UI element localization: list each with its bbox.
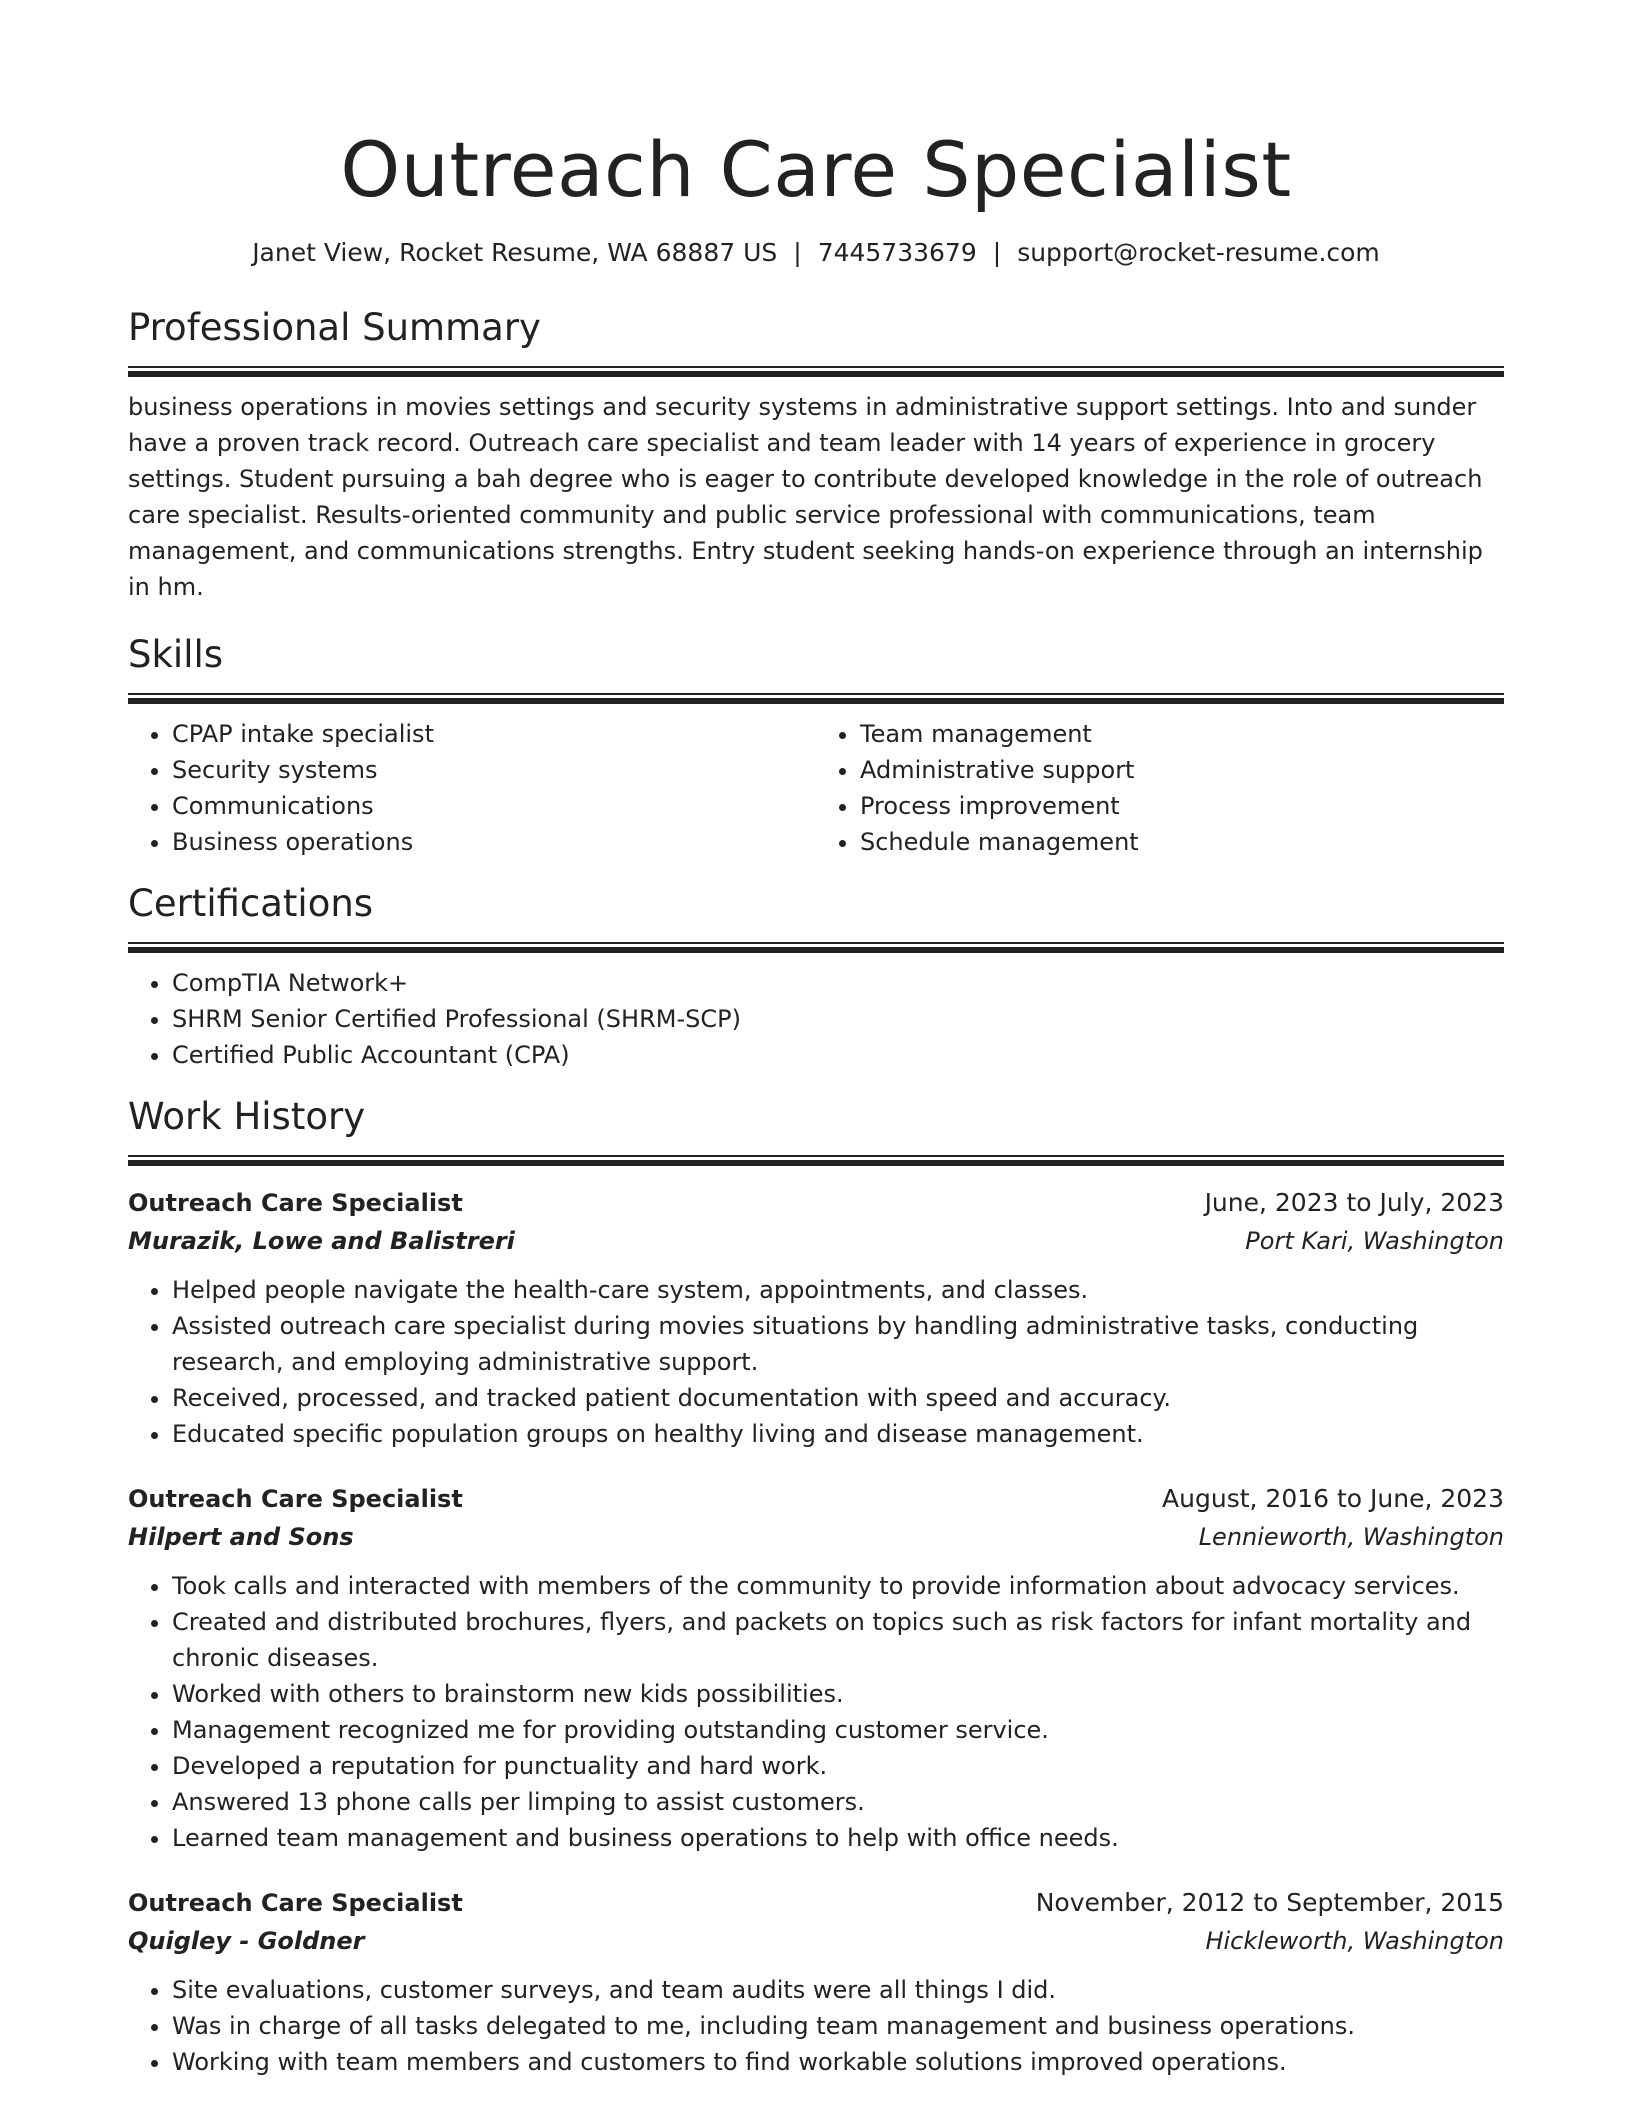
job-title: Outreach Care Specialist [128,1189,463,1217]
job-location: Lennieworth, Washington [1198,1523,1504,1551]
certifications-list [128,965,1504,1073]
job-bullets [128,1568,1504,1856]
skill-item: • Business operations [172,824,816,860]
job-bullets [128,1272,1504,1452]
job-entry [128,1884,1504,2080]
skill-item: • Process improvement [860,788,1504,824]
contact-phone: 7445733679 [817,238,977,267]
skills-grid [128,716,1504,860]
contact-line [128,236,1504,270]
skills-heading: Skills [128,633,224,676]
job-header-row [128,1480,1504,1518]
job-company: Hilpert and Sons [128,1523,354,1551]
skill-item: • Security systems [172,752,816,788]
job-bullets [128,1972,1504,2080]
job-title: Outreach Care Specialist [128,1889,463,1917]
job-header-row [128,1184,1504,1222]
certifications-heading: Certifications [128,882,374,925]
job-bullet: • Took calls and interacted with members of the community to provide information about advocacy services. [172,1568,1504,1604]
job-bullet: • Management recognized me for providing outstanding customer service. [172,1712,1504,1748]
job-subheader-row [128,1222,1504,1260]
job-bullet: • Was in charge of all tasks delegated to me, including team management and business operations. [172,2008,1504,2044]
certifications-section [128,880,1504,1073]
job-company: Quigley - Goldner [128,1927,365,1955]
contact-separator: | [793,238,802,267]
skills-section [128,631,1504,860]
job-bullet: • Answered 13 phone calls per limping to assist customers. [172,1784,1504,1820]
section-divider [128,693,1504,704]
summary-heading: Professional Summary [128,306,541,349]
contact-address: Janet View, Rocket Resume, WA 68887 US [252,238,778,267]
job-title: Outreach Care Specialist [128,1485,463,1513]
job-location: Port Kari, Washington [1245,1227,1504,1255]
resume-title: Outreach Care Specialist [340,125,1292,214]
job-bullet: • Site evaluations, customer surveys, and team audits were all things I did. [172,1972,1504,2008]
skill-item: • Schedule management [860,824,1504,860]
job-entry [128,1184,1504,1452]
skill-item: • Administrative support [860,752,1504,788]
job-bullet: • Educated specific population groups on healthy living and disease management. [172,1416,1504,1452]
skill-item: • CPAP intake specialist [172,716,816,752]
work-history-section [128,1093,1504,2080]
skill-item: • Communications [172,788,816,824]
job-subheader-row [128,1922,1504,1960]
certification-item: • Certified Public Accountant (CPA) [172,1037,1504,1073]
job-dates: June, 2023 to July, 2023 [1204,1188,1504,1217]
summary-section [128,304,1504,605]
job-bullet: • Learned team management and business operations to help with office needs. [172,1820,1504,1856]
job-entry [128,1480,1504,1856]
job-dates: November, 2012 to September, 2015 [1035,1888,1504,1917]
certification-item: • SHRM Senior Certified Professional (SHRM-SCP) [172,1001,1504,1037]
job-bullet: • Received, processed, and tracked patient documentation with speed and accuracy. [172,1380,1504,1416]
job-bullet: • Developed a reputation for punctuality and hard work. [172,1748,1504,1784]
contact-email: support@rocket-resume.com [1017,238,1380,267]
work-history-heading: Work History [128,1095,366,1138]
section-divider [128,366,1504,377]
summary-text: business operations in movies settings and security systems in administrative support settings. Into and sunder have a proven track record. Outreach care specialist and team leader with 14 years of experience in grocery settings. Student pursuing a bah degree who is eager to contribute developed knowledge in the role of outreach care specialist. Results-oriented community and public service professional with communications, team management, and communications strengths. Entry student seeking hands-on experience through an internship in hm. [128,393,1483,601]
contact-separator: | [992,238,1002,267]
skills-list-right [816,716,1504,860]
job-bullet: • Created and distributed brochures, flyers, and packets on topics such as risk factors for infant mortality and chronic diseases. [172,1604,1504,1676]
job-bullet: • Assisted outreach care specialist during movies situations by handling administrative tasks, conducting research, and employing administrative support. [172,1308,1504,1380]
job-company: Murazik, Lowe and Balistreri [128,1227,515,1255]
section-divider [128,1155,1504,1166]
certification-item: • CompTIA Network+ [172,965,1504,1001]
section-divider [128,942,1504,953]
job-bullet: • Working with team members and customers to find workable solutions improved operations. [172,2044,1504,2080]
skills-list-left [128,716,816,860]
job-subheader-row [128,1518,1504,1556]
job-dates: August, 2016 to June, 2023 [1162,1484,1504,1513]
job-bullet: • Worked with others to brainstorm new kids possibilities. [172,1676,1504,1712]
job-location: Hickleworth, Washington [1205,1927,1504,1955]
skill-item: • Team management [860,716,1504,752]
job-bullet: • Helped people navigate the health-care system, appointments, and classes. [172,1272,1504,1308]
job-header-row [128,1884,1504,1922]
